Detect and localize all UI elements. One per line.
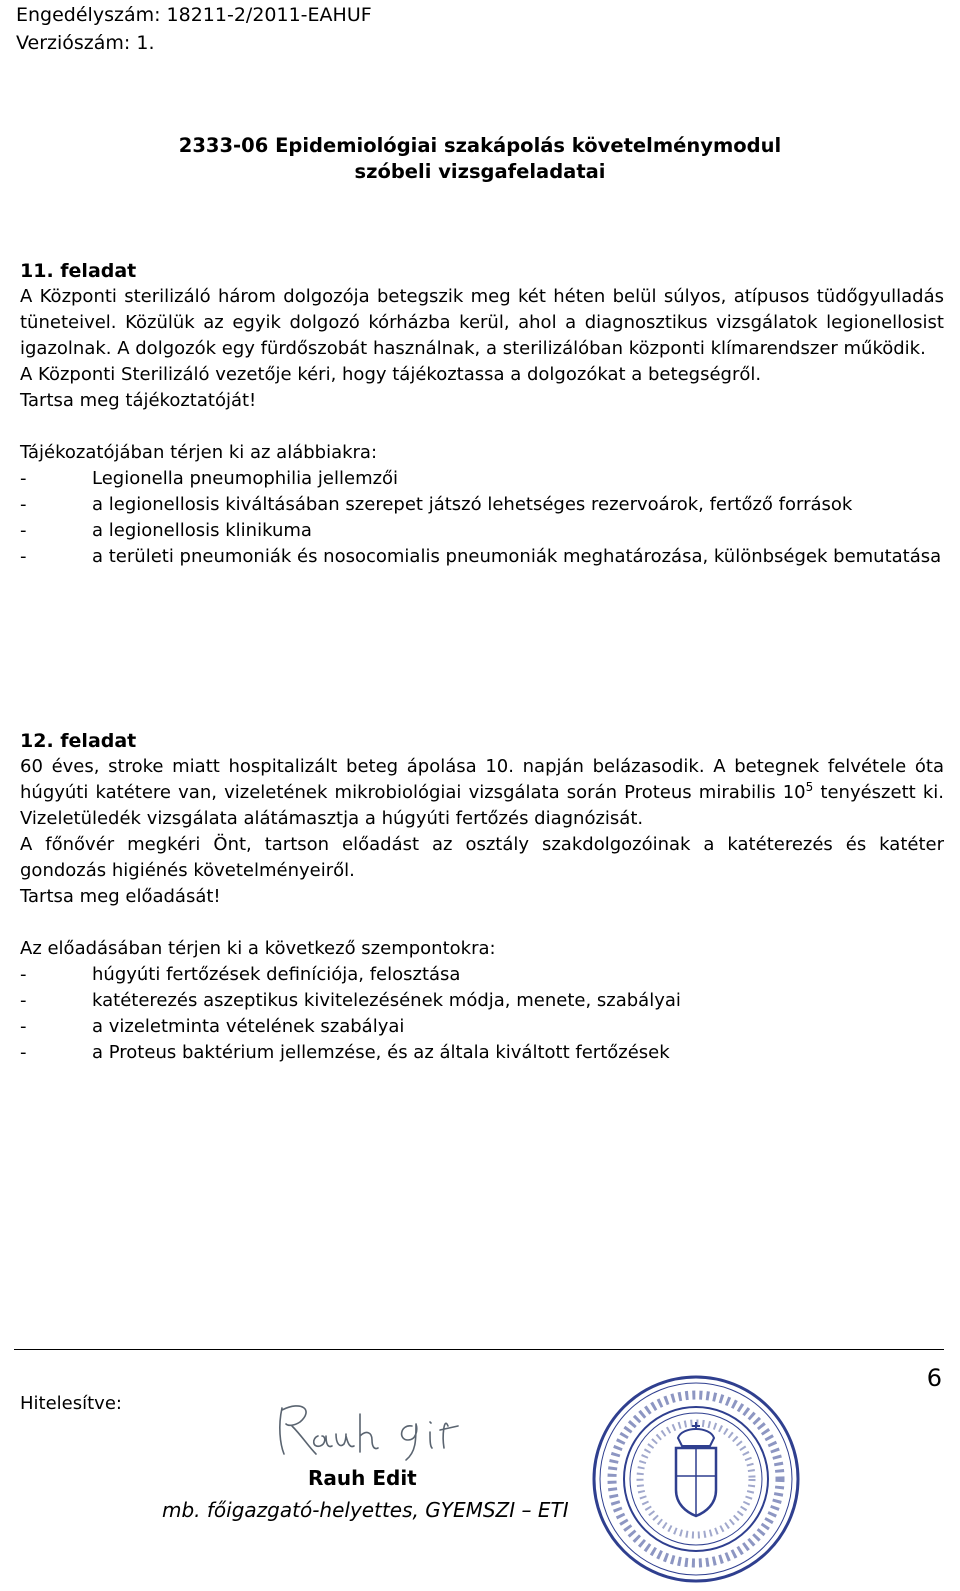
list-marker: - [20, 1042, 27, 1063]
task-11-list [20, 466, 944, 570]
list-item: - Legionella pneumophilia jellemzői [20, 466, 944, 492]
list-item: - húgyúti fertőzések definíciója, felosztása [20, 962, 944, 988]
list-marker: - [20, 468, 27, 489]
list-marker: - [20, 494, 27, 515]
page-number: 6 [926, 1364, 942, 1392]
list-marker: - [20, 990, 27, 1011]
task-12-heading: 12. feladat [20, 730, 137, 752]
task-12-instruction: Tartsa meg előadását! [20, 886, 221, 907]
list-marker: - [20, 1016, 27, 1037]
task-12-list [20, 962, 944, 1066]
signature-image [272, 1396, 482, 1466]
document-subtitle: szóbeli vizsgafeladatai [354, 160, 606, 183]
task-12-list-intro: Az előadásában térjen ki a következő szempontokra: [20, 938, 496, 959]
task-11-request: A Központi Sterilizáló vezetője kéri, hogy tájékoztassa a dolgozókat a betegségről. [20, 364, 762, 385]
task-12-request: A főnővér megkéri Önt, tartson előadást az osztály szakdolgozóinak a katéterezés és katéter gondozás higiénés követelményeiről. [20, 834, 944, 881]
task-12 [20, 728, 944, 1066]
certify-label: Hitelesítve: [20, 1393, 122, 1414]
task-12-scenario: 60 éves, stroke miatt hospitalizált beteg ápolása 10. napján belázasodik. A betegnek felvétele óta húgyúti katétere van, vizeletének mikrobiológiai vizsgálata során Proteus mirabilis $10^5$ tenyészett ki. Vizeletüledék vizsgálata alátámasztja a húgyúti fertőzés diagnózisát. [20, 756, 944, 829]
signer-name: Rauh Edit [308, 1466, 417, 1490]
document-title: 2333-06 Epidemiológiai szakápolás követelménymodul [178, 134, 782, 157]
task-11-heading: 11. feladat [20, 260, 137, 282]
list-item: - a Proteus baktérium jellemzése, és az általa kiváltott fertőzések [20, 1040, 944, 1066]
task-11-scenario: A Központi sterilizáló három dolgozója betegszik meg két héten belül súlyos, atípusos tüdőgyulladás tüneteivel. Közülük az egyik dolgozó kórházba kerül, ahol a diagnosztikus vizsgálatok legionellosist igazolnak. A dolgozók egy fürdőszobát használnak, a sterilizálóban központi klímarendszer működik. [20, 286, 944, 359]
signer-title: mb. főigazgató-helyettes, GYEMSZI – ETI [162, 1498, 569, 1522]
license-number: Engedélyszám: 18211-2/2011-EAHUF [16, 4, 372, 26]
list-item: - a legionellosis klinikuma [20, 518, 944, 544]
list-item: - a legionellosis kiváltásában szerepet játszó lehetséges rezervoárok, fertőző források [20, 492, 944, 518]
version-number: Verziószám: 1. [16, 32, 155, 54]
task-11-list-intro: Tájékozatójában térjen ki az alábbiakra: [20, 442, 378, 463]
task-11 [20, 258, 944, 570]
footer-divider [14, 1349, 944, 1350]
list-marker: - [20, 520, 27, 541]
list-marker: - [20, 964, 27, 985]
exponent: 5 [805, 780, 814, 794]
official-stamp-image [586, 1372, 806, 1587]
list-marker: - [20, 546, 27, 567]
list-item: - katéterezés aszeptikus kivitelezésének módja, menete, szabályai [20, 988, 944, 1014]
list-item: - a vizeletminta vételének szabályai [20, 1014, 944, 1040]
task-11-instruction: Tartsa meg tájékoztatóját! [20, 390, 257, 411]
list-item: - a területi pneumoniák és nosocomialis pneumoniák meghatározása, különbségek bemutatása [20, 544, 944, 570]
